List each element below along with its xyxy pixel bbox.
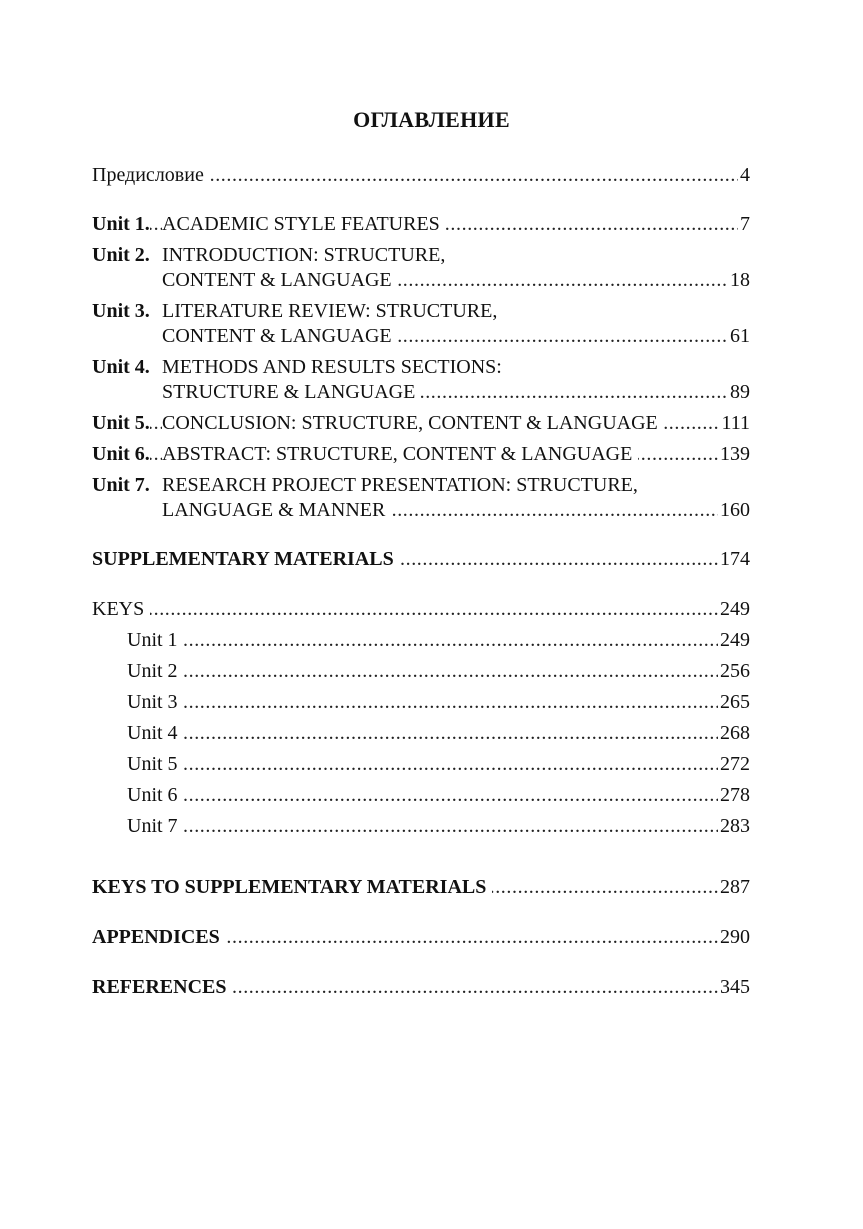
toc-entry-keys-supplementary[interactable] bbox=[92, 874, 750, 900]
unit-label: Unit 6. bbox=[92, 443, 150, 465]
dot-leader bbox=[127, 782, 750, 808]
toc-entry-unit-4-line-2[interactable] bbox=[92, 379, 750, 405]
entry-title: Unit 6 bbox=[127, 782, 184, 808]
unit-label: Unit 5. bbox=[92, 412, 150, 434]
toc-entry-appendices[interactable] bbox=[92, 924, 750, 950]
entry-title: CONCLUSION: STRUCTURE, CONTENT & LANGUAGE bbox=[162, 410, 664, 436]
entry-title: Предисловие bbox=[92, 162, 210, 188]
toc-entry-unit-3-line-2[interactable] bbox=[92, 323, 750, 349]
entry-title: REFERENCES bbox=[92, 974, 232, 1000]
page-number: 249 bbox=[720, 598, 750, 620]
toc-entry-keys-unit-7[interactable] bbox=[92, 813, 750, 839]
unit-label: Unit 2. bbox=[92, 244, 150, 266]
entry-title: Unit 4 bbox=[127, 720, 184, 746]
toc-entry-supplementary[interactable] bbox=[92, 546, 750, 572]
toc-entry-keys-unit-6[interactable] bbox=[92, 782, 750, 808]
toc-entry-preface[interactable] bbox=[92, 162, 750, 188]
dot-leader bbox=[127, 813, 750, 839]
unit-label: Unit 7. bbox=[92, 474, 150, 496]
entry-title: Unit 5 bbox=[127, 751, 184, 777]
entry-title: Unit 2 bbox=[127, 658, 184, 684]
entry-title: LANGUAGE & MANNER bbox=[162, 497, 391, 523]
page-number: 160 bbox=[720, 499, 750, 521]
page-number: 89 bbox=[730, 381, 750, 403]
toc-entry-unit-2-line-1[interactable] bbox=[92, 242, 750, 268]
entry-title: RESEARCH PROJECT PRESENTATION: STRUCTURE, bbox=[162, 472, 644, 498]
page-number: 61 bbox=[730, 325, 750, 347]
entry-title: Unit 7 bbox=[127, 813, 184, 839]
page-number: 278 bbox=[720, 784, 750, 806]
toc-entry-unit-3-line-1[interactable] bbox=[92, 298, 750, 324]
page-number: 174 bbox=[720, 548, 750, 570]
page-number: 111 bbox=[721, 412, 750, 434]
dot-leader bbox=[127, 627, 750, 653]
toc-entry-keys[interactable] bbox=[92, 596, 750, 622]
toc-entry-unit-1[interactable] bbox=[92, 211, 750, 237]
dot-leader bbox=[92, 596, 750, 622]
dot-leader bbox=[127, 658, 750, 684]
page-number: 249 bbox=[720, 629, 750, 651]
entry-title: CONTENT & LANGUAGE bbox=[162, 267, 398, 293]
toc-entry-keys-unit-2[interactable] bbox=[92, 658, 750, 684]
unit-label: Unit 1. bbox=[92, 213, 150, 235]
toc-entry-unit-6[interactable] bbox=[92, 441, 750, 467]
entry-title: SUPPLEMENTARY MATERIALS bbox=[92, 546, 400, 572]
page-number: 256 bbox=[720, 660, 750, 682]
page-number: 265 bbox=[720, 691, 750, 713]
page-number: 4 bbox=[740, 164, 750, 186]
page-number: 18 bbox=[730, 269, 750, 291]
unit-label: Unit 3. bbox=[92, 300, 150, 322]
page-number: 268 bbox=[720, 722, 750, 744]
page-title: ОГЛАВЛЕНИЕ bbox=[353, 107, 510, 132]
dot-leader bbox=[127, 720, 750, 746]
dot-leader bbox=[127, 689, 750, 715]
toc-entry-keys-unit-1[interactable] bbox=[92, 627, 750, 653]
toc-entry-unit-5[interactable] bbox=[92, 410, 750, 436]
page-number: 7 bbox=[740, 213, 750, 235]
page-number: 290 bbox=[720, 926, 750, 948]
toc-entry-unit-2-line-2[interactable] bbox=[92, 267, 750, 293]
toc-entry-references[interactable] bbox=[92, 974, 750, 1000]
toc-entry-unit-7-line-1[interactable] bbox=[92, 472, 750, 498]
toc-entry-keys-unit-4[interactable] bbox=[92, 720, 750, 746]
page-number: 283 bbox=[720, 815, 750, 837]
entry-title: ACADEMIC STYLE FEATURES bbox=[162, 211, 446, 237]
entry-title: KEYS TO SUPPLEMENTARY MATERIALS bbox=[92, 874, 492, 900]
toc-entry-unit-4-line-1[interactable] bbox=[92, 354, 750, 380]
entry-title: LITERATURE REVIEW: STRUCTURE, bbox=[162, 298, 503, 324]
dot-leader bbox=[127, 751, 750, 777]
page-number: 287 bbox=[720, 876, 750, 898]
entry-title: METHODS AND RESULTS SECTIONS: bbox=[162, 354, 508, 380]
toc-entry-keys-unit-3[interactable] bbox=[92, 689, 750, 715]
entry-title: CONTENT & LANGUAGE bbox=[162, 323, 398, 349]
page-number: 139 bbox=[720, 443, 750, 465]
unit-label: Unit 4. bbox=[92, 356, 150, 378]
entry-title: STRUCTURE & LANGUAGE bbox=[162, 379, 421, 405]
entry-title: APPENDICES bbox=[92, 924, 226, 950]
entry-title: Unit 3 bbox=[127, 689, 184, 715]
entry-title: ABSTRACT: STRUCTURE, CONTENT & LANGUAGE bbox=[162, 441, 638, 467]
toc-entry-keys-unit-5[interactable] bbox=[92, 751, 750, 777]
page-number: 345 bbox=[720, 976, 750, 998]
toc-entry-unit-7-line-2[interactable] bbox=[92, 497, 750, 523]
page-number: 272 bbox=[720, 753, 750, 775]
entry-title: INTRODUCTION: STRUCTURE, bbox=[162, 242, 451, 268]
entry-title: KEYS bbox=[92, 596, 150, 622]
entry-title: Unit 1 bbox=[127, 627, 184, 653]
